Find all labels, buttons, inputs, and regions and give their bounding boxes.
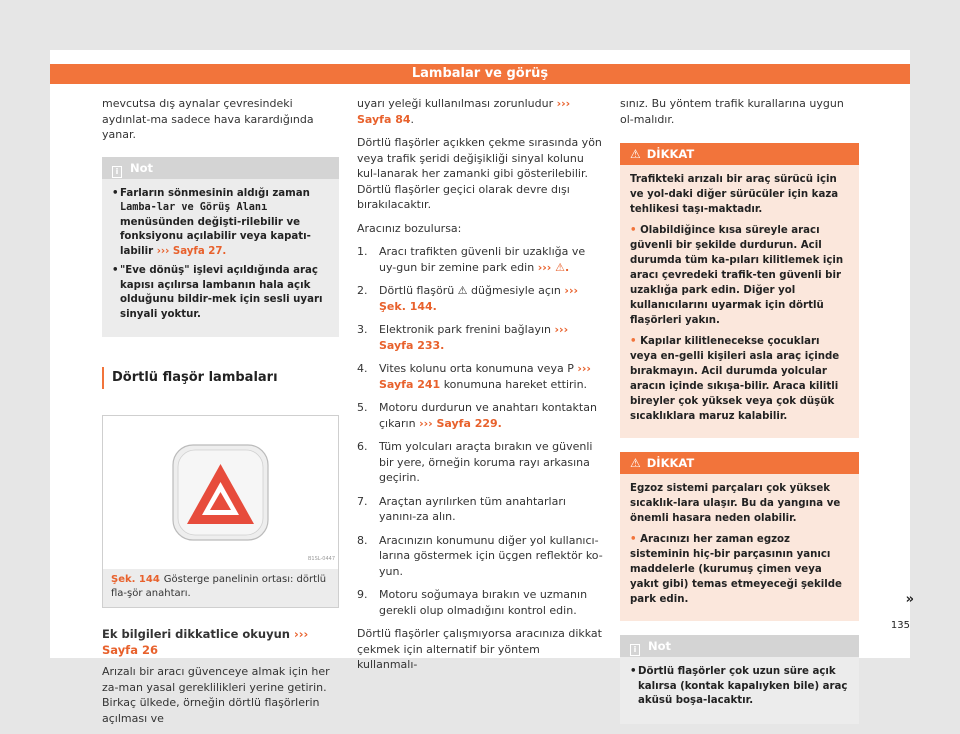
warning-bullet xyxy=(630,223,849,328)
step-text: Motoru durdurun ve anahtarı kontaktan çıkarın xyxy=(379,401,597,430)
hazard-triangle-icon xyxy=(103,416,338,569)
warning-title: DİKKAT xyxy=(646,456,695,470)
step-item xyxy=(357,244,603,275)
page-link[interactable]: ››› Sayfa 26 xyxy=(102,627,309,657)
figure xyxy=(102,415,339,608)
note-box xyxy=(102,157,339,338)
step-text: Aracı trafikten güvenli bir uzaklığa ve uy-gun bir zemine park edin xyxy=(379,245,586,274)
step-number: 9. xyxy=(357,588,368,601)
warning-box xyxy=(620,143,859,438)
continue-arrow: » xyxy=(905,592,914,607)
figure-caption xyxy=(103,569,338,607)
bullet-icon: • xyxy=(630,336,637,347)
figure-ref: Şek. 144 xyxy=(111,574,160,585)
step-text: Aracınızın konumunu diğer yol kullanıcı-larına göstermek için üçgen reflektör ko-yun. xyxy=(379,533,603,578)
step-number: 5. xyxy=(357,401,368,414)
bullet-icon: • xyxy=(630,225,637,236)
step-text: Araçtan ayrılırken tüm anahtarları yanını-za alın. xyxy=(379,494,566,523)
warning-text: Trafikteki arızalı bir araç sürücü için ve yol-daki diğer sürücüler için kaza tehlikesi taşı-maktadır. xyxy=(630,174,839,215)
warning-icon: ⚠ xyxy=(630,456,641,470)
warning-bullet xyxy=(630,334,849,424)
body-text: Dörtlü flaşörler açıkken çekme sırasında yön veya trafik şeridi değişikliği sinyal kolunu kul-lanarak her zamanki gibi gösterilebilir. Dörtlü flaşörler geçici olarak devre dışı bırakılacaktır. xyxy=(357,136,602,211)
warning-body xyxy=(620,165,859,424)
warning-text: Aracınızı her zaman egzoz sisteminin hiç-bir parçasının yanıcı maddelerle (kurumuş çimen veya yakıt gibi) temas etmeyeceği şekilde park edin. xyxy=(630,534,842,605)
step-link[interactable]: ››› Sayfa 241 xyxy=(379,362,591,391)
step-number: 4. xyxy=(357,362,368,375)
note-text: menüsünden değişti-rilebilir ve fonksiyonu açılabilir veya kapatı-labilir xyxy=(120,216,311,257)
hazard-switch-image xyxy=(103,416,338,569)
step-text: Dörtlü flaşörü ⚠ düğmesiyle açın xyxy=(379,284,561,297)
warning-header xyxy=(620,143,859,165)
intro-text: mevcutsa dış aynalar çevresindeki aydınlat-ma sadece hava karardığında yanar. xyxy=(102,97,314,141)
step-number: 3. xyxy=(357,323,368,336)
intro-text xyxy=(357,96,603,127)
note-text: Farların sönmesinin aldığı zaman xyxy=(120,187,310,199)
warning-box xyxy=(620,452,859,621)
info-icon: i xyxy=(112,166,122,178)
step-link[interactable]: ››› Şek. 144. xyxy=(379,284,579,313)
column-1 xyxy=(102,96,339,734)
figure-code: B1SL-0447 xyxy=(307,555,335,562)
step-text: konumuna hareket ettirin. xyxy=(443,377,588,391)
warning-text: Olabildiğince kısa süreyle aracı güvenli bir şekilde durdurun. Acil durumda tüm ka-pıları kilitlemek için aracı çevredeki trafik-ten güvenli bir uzaklığa park edin. Diğer yol kullanıcılarını uyarmak için dörtlü flaşörleri yakın. xyxy=(630,225,844,326)
step-number: 2. xyxy=(357,284,368,297)
note-list xyxy=(620,657,859,709)
caption-text: Gösterge panelinin ortası: dörtlü fla-şör anahtarı. xyxy=(111,574,327,599)
warning-bullet xyxy=(630,532,849,607)
section-title: Dörtlü flaşör lambaları xyxy=(102,367,339,389)
menu-name: Lamba-lar ve Görüş Alanı xyxy=(120,202,268,213)
step-link[interactable]: ››› Sayfa 229. xyxy=(419,416,502,430)
warning-header xyxy=(620,452,859,474)
punctuation: . xyxy=(410,112,415,126)
step-number: 7. xyxy=(357,494,368,508)
step-item xyxy=(357,587,603,618)
note-box xyxy=(620,635,859,724)
page-number: 135 xyxy=(890,620,910,631)
warning-icon: ⚠ xyxy=(630,147,641,161)
step-text: Elektronik park frenini bağlayın xyxy=(379,323,551,336)
step-item xyxy=(357,283,603,314)
step-item xyxy=(357,494,603,525)
warning-title: DİKKAT xyxy=(646,147,695,161)
read-more xyxy=(102,626,339,658)
step-number: 1. xyxy=(357,245,368,258)
note-header xyxy=(102,157,339,179)
warning-body xyxy=(620,474,859,607)
step-number: 6. xyxy=(357,440,368,453)
intro-text: sınız. Bu yöntem trafik kurallarına uygun ol-malıdır. xyxy=(620,97,844,126)
note-header xyxy=(620,635,859,657)
body-text: Dörtlü flaşörler çalışmıyorsa aracınıza dikkat çekmek için alternatif bir yöntem kullanmalı- xyxy=(357,627,602,671)
note-title: Not xyxy=(130,160,154,175)
page-link[interactable]: ››› Sayfa 84 xyxy=(357,97,571,126)
warning-text: Egzoz sistemi parçaları çok yüksek sıcaklık-lara ulaşır. Bu da yangına ve önemli hasara neden olabilir. xyxy=(630,483,841,524)
step-item xyxy=(357,322,603,353)
step-text: Motoru soğumaya bırakın ve uzmanın gerekli olup olmadığını kontrol edin. xyxy=(379,588,588,617)
page-header: Lambalar ve görüş xyxy=(50,64,910,84)
step-text: Tüm yolcuları araçta bırakın ve güvenli bir yere, örneğin koruma rayı arkasına geçirin. xyxy=(379,440,593,484)
body-text: Aracınız bozulursa: xyxy=(357,221,462,235)
bullet-icon: • xyxy=(630,534,637,545)
note-item xyxy=(112,187,329,260)
column-2 xyxy=(357,96,603,681)
steps-list xyxy=(357,244,603,618)
body-text: uyarı yeleği kullanılması zorunludur xyxy=(357,97,554,110)
step-number: 8. xyxy=(357,533,368,547)
step-item xyxy=(357,361,603,392)
info-icon: i xyxy=(630,644,640,656)
column-3 xyxy=(620,96,859,724)
step-link[interactable]: ››› ⚠. xyxy=(537,260,570,274)
page-link[interactable]: ››› Sayfa 27. xyxy=(156,245,227,257)
step-link[interactable]: ››› Sayfa 233. xyxy=(379,323,569,352)
note-list xyxy=(102,179,339,323)
read-more-label: Ek bilgileri dikkatlice okuyun xyxy=(102,627,290,641)
step-text: Vites kolunu orta konumuna veya P xyxy=(379,362,574,375)
step-item xyxy=(357,533,603,580)
body-text: Arızalı bir aracı güvenceye almak için her za-man yasal gereklilikleri yerine getirin. Birkaç ülkede, örneğin dörtlü flaşörlerin açılması ve xyxy=(102,665,330,725)
step-item xyxy=(357,400,603,431)
warning-text: Kapılar kilitlenecekse çocukları veya en-gelli kişileri asla araç içinde bırakmayın. Acil durumda yolcular aracın içinde sıkışa-bilir. Araca kilitli bireyler çok yüksek veya çok düşük sıcaklıklara maruz kalabilir. xyxy=(630,336,840,422)
step-item xyxy=(357,439,603,486)
note-title: Not xyxy=(648,639,672,653)
note-item: • "Eve dönüş" işlevi açıldığında araç kapısı açılırsa lambanın hala açık olduğunu bildir-mek için sesli uyarı sinyali yoktur. xyxy=(112,264,329,322)
note-item: • Dörtlü flaşörler çok uzun süre açık kalırsa (kontak kapalıyken bile) araç aküsü boşa-lacaktır. xyxy=(630,665,849,709)
